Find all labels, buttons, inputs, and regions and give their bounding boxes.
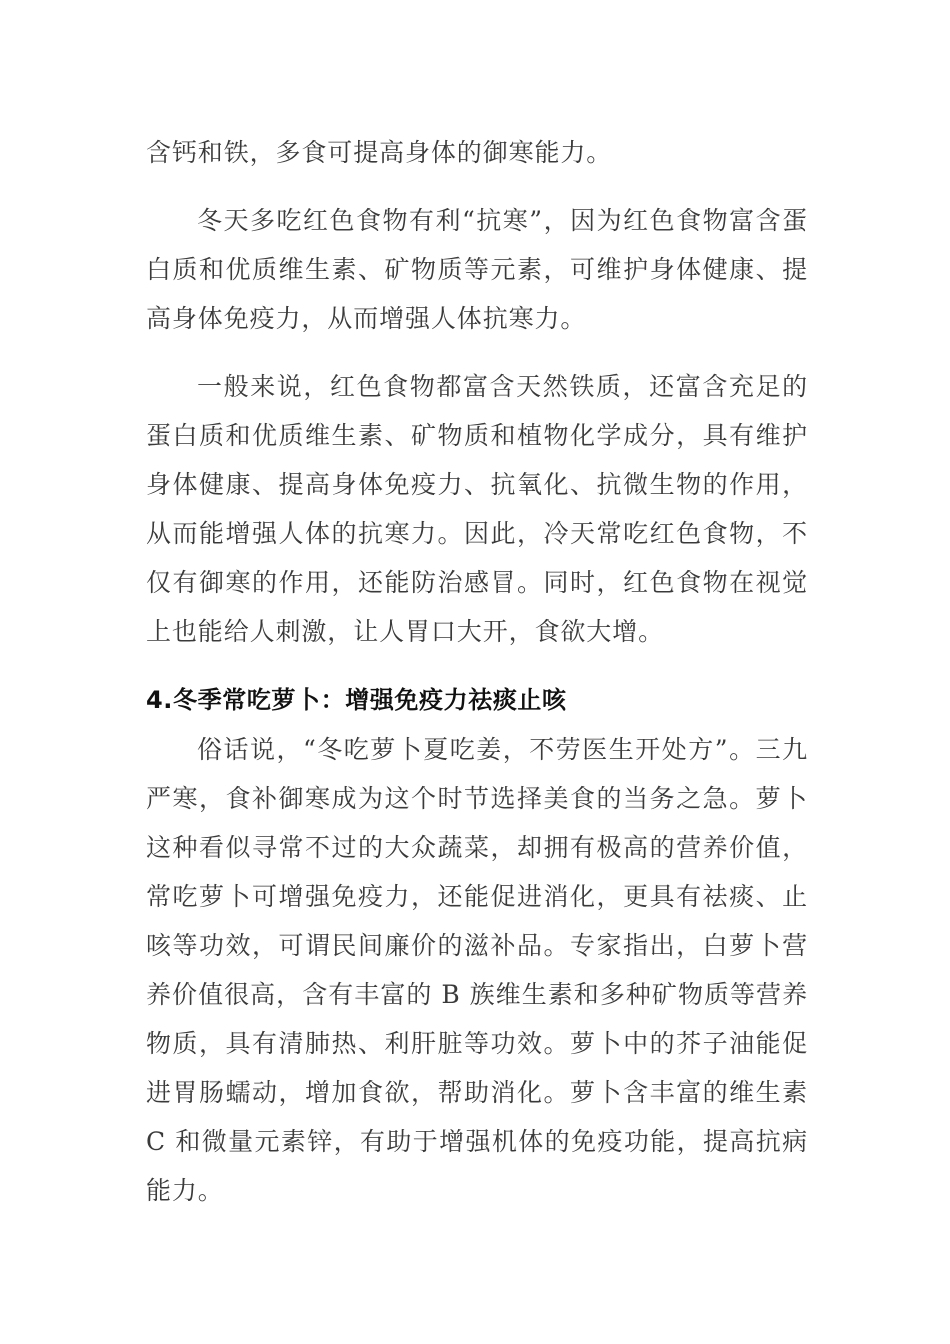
paragraph-red-food-benefits: 一般来说，红色食物都富含天然铁质，还富含充足的蛋白质和优质维生素、矿物质和植物化学成分，具有维护身体健康、提高身体免疫力、抗氧化、抗微生物的作用，从而能增强人体的抗寒力。因此，冷天常吃红色食物，不仅有御寒的作用，还能防治感冒。同时，红色食物在视觉上也能给人刺激，让人胃口大开，食欲大增。 [146, 372, 808, 646]
document-page [146, 128, 808, 1215]
paragraph-continuation: 含钙和铁，多食可提高身体的御寒能力。 [146, 138, 613, 167]
paragraph-radish: 俗话说，“冬吃萝卜夏吃姜，不劳医生开处方”。三九严寒，食补御寒成为这个时节选择美食的当务之急。萝卜这种看似寻常不过的大众蔬菜，却拥有极高的营养价值，常吃萝卜可增强免疫力，还能促进消化，更具有祛痰、止咳等功效，可谓民间廉价的滋补品。专家指出，白萝卜营养价值很高，含有丰富的 B 族维生素和多种矿物质等营养物质，具有清肺热、利肝脏等功效。萝卜中的芥子油能促进胃肠蠕动，增加食欲，帮助消化。萝卜含丰富的维生素 C 和微量元素锌，有助于增强机体的免疫功能，提高抗病能力。 [146, 735, 808, 1205]
paragraph-red-food-cold: 冬天多吃红色食物有利“抗寒”，因为红色食物富含蛋白质和优质维生素、矿物质等元素，可维护身体健康、提高身体免疫力，从而增强人体抗寒力。 [146, 206, 808, 333]
section-heading-radish: 4.冬季常吃萝卜：增强免疫力祛痰止咳 [146, 686, 567, 714]
